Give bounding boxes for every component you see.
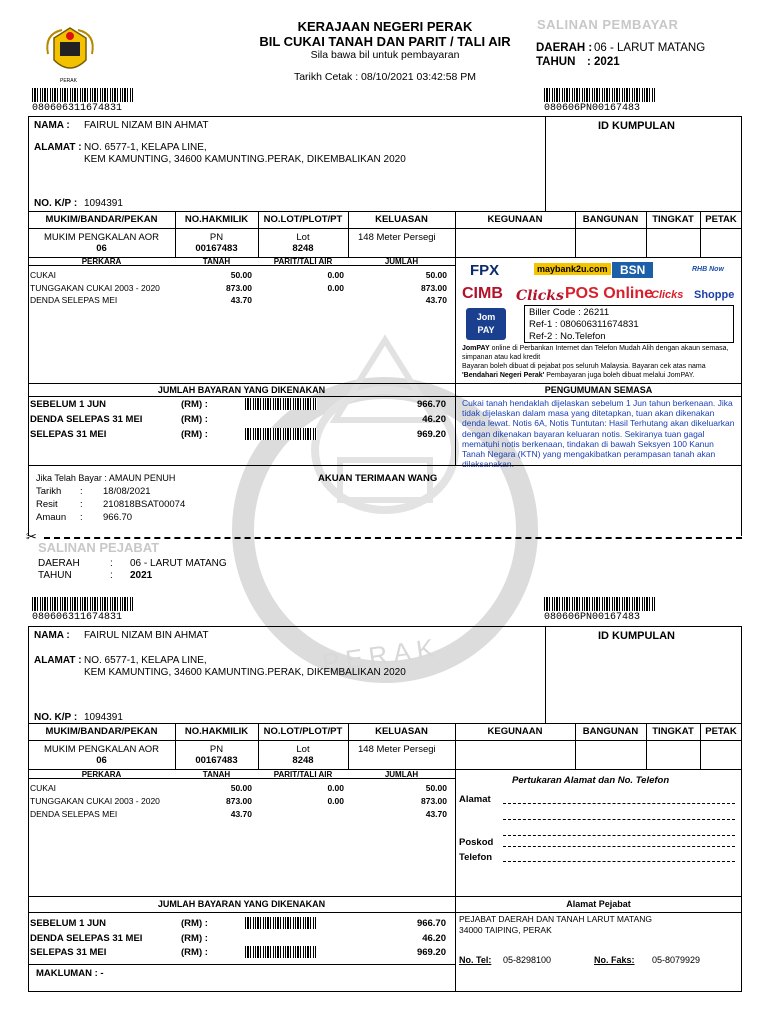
alamat-line-2[interactable] xyxy=(503,819,735,820)
telefon-line[interactable] xyxy=(503,861,735,862)
office-total-amount-3: 969.20 xyxy=(416,947,446,958)
payment-note-c: Pembayaran juga boleh dibuat melalui JomPAY. xyxy=(544,371,695,379)
jompay-note-bold: JomPAY xyxy=(462,345,490,352)
col-tingkat: TINGKAT xyxy=(652,214,694,225)
office-tahun-value: 2021 xyxy=(130,570,153,581)
charge-jumlah-1: 50.00 xyxy=(425,270,447,280)
total-barcode-3 xyxy=(245,428,317,440)
nama-label: NAMA : xyxy=(34,120,70,131)
office-tahun-colon: : xyxy=(110,570,113,581)
office-tel-value: 05-8298100 xyxy=(503,955,552,965)
header-bill-title: BIL CUKAI TANAH DAN PARIT / TALI AIR xyxy=(259,34,511,49)
receipt-amaun-colon: : xyxy=(80,512,83,523)
payment-note-b: 'Bendahari Negeri Perak' xyxy=(462,371,545,379)
receipt-resit-label: Resit xyxy=(36,499,58,510)
charge-item-1: CUKAI xyxy=(30,270,56,280)
barcode-left-number: 080606311674831 xyxy=(32,103,123,114)
col-mukim: MUKIM/BANDAR/PEKAN xyxy=(45,214,158,225)
barcode-right-number: 080606PN00167483 xyxy=(544,103,641,114)
office-tahun-label: TAHUN xyxy=(38,570,72,581)
shoppe-logo: Shoppe xyxy=(694,289,735,301)
receipt-tarikh-value: 18/08/2021 xyxy=(103,486,151,497)
office-charge-tanah-3: 43.70 xyxy=(230,809,252,819)
total-rm-3: (RM) : xyxy=(181,429,208,440)
total-label-3: SELEPAS 31 MEI xyxy=(30,429,107,440)
office-mukim-code: 06 xyxy=(96,755,107,766)
col-keluasan: KELUASAN xyxy=(375,214,428,225)
office-total-amount-1: 966.70 xyxy=(416,918,446,929)
lot-no: 8248 xyxy=(292,243,314,254)
office-nama-value: FAIRUL NIZAM BIN AHMAT xyxy=(84,630,209,641)
office-kp-value: 1094391 xyxy=(84,712,123,723)
akuan-label: AKUAN TERIMAAN WANG xyxy=(318,473,438,484)
col-kegunaan: KEGUNAAN xyxy=(487,214,543,225)
office-fax-label: No. Faks: xyxy=(594,955,635,965)
print-date: Tarikh Cetak : 08/10/2021 03:42:58 PM xyxy=(293,71,477,83)
receipt-title: Jika Telah Bayar : AMAUN PENUH xyxy=(36,473,176,483)
office-col-hakmilik: NO.HAKMILIK xyxy=(184,726,249,737)
office-daerah-value: 06 - LARUT MATANG xyxy=(130,558,227,569)
office-total-label-2: DENDA SELEPAS 31 MEI xyxy=(30,933,143,944)
office-mukim-value: MUKIM PENGKALAN AOR xyxy=(43,744,160,755)
office-daerah-label: DAERAH xyxy=(38,558,80,569)
change-alamat-label: Alamat xyxy=(459,794,491,805)
tahun-label: TAHUN xyxy=(536,56,576,68)
daerah-label: DAERAH : xyxy=(536,42,593,54)
receipt-tarikh-label: Tarikh xyxy=(36,486,62,497)
office-id-kumpulan: ID KUMPULAN xyxy=(598,630,675,642)
receipt-resit-value: 210818BSAT00074 xyxy=(103,499,186,510)
office-barcode-right-number: 080606PN00167483 xyxy=(544,612,641,623)
total-amount-3: 969.20 xyxy=(416,429,446,440)
office-address-line2: 34000 TAIPING, PERAK xyxy=(459,925,552,935)
jompay-logo xyxy=(466,308,506,340)
office-charge-parit-1: 0.00 xyxy=(327,783,344,793)
col-petak: PETAK xyxy=(705,214,737,225)
payment-note-a: Bayaran boleh dibuat di pejabat pos seluruh Malaysia. Bayaran cek atas nama xyxy=(462,363,706,370)
daerah-value: 06 - LARUT MATANG xyxy=(594,42,706,54)
alamat-label: ALAMAT : xyxy=(34,142,82,153)
office-col-mukim: MUKIM/BANDAR/PEKAN xyxy=(45,726,158,737)
office-alamat-line1: NO. 6577-1, KELAPA LINE, xyxy=(84,655,207,666)
notice-text: Cukai tanah hendaklah dijelaskan sebelum 1 Jun tahun berkenaan. Jika tidak dijelaskan dalam masa yang ditetapkan, tuan akan dikenakan denda lewat. Notis 6A, Notis Tuntutan: Hasil Terhutang akan dikeluarkan dengan dikenakan bayaran keluaran notis. Sekiranya tuan gagal mematuhi notis berkenaan, tindakan di bawah Seksyen 100 Kanun Tanah Negara (KTN) yang mengakibatkan perampasan tanah akan dilaksanakan. xyxy=(462,398,735,470)
office-address-line1: PEJABAT DAERAH DAN TANAH LARUT MATANG xyxy=(459,914,653,924)
pos-online-logo: POS Online xyxy=(565,285,654,302)
total-rm-2: (RM) : xyxy=(181,414,208,425)
tahun-value: : 2021 xyxy=(587,56,620,68)
ref1: Ref-1 : 080606311674831 xyxy=(529,319,639,330)
perak-crest-logo xyxy=(40,24,100,86)
office-daerah-colon: : xyxy=(110,558,113,569)
header-government: KERAJAAN NEGERI PERAK xyxy=(297,19,473,34)
office-lot-no: 8248 xyxy=(292,755,314,766)
jompay-note xyxy=(462,345,738,362)
cimb-logo: CIMB xyxy=(462,285,503,302)
id-kumpulan-label: ID KUMPULAN xyxy=(598,120,675,132)
header-instruction: Sila bawa bil untuk pembayaran xyxy=(310,49,460,61)
alamat-line-1[interactable] xyxy=(503,803,735,804)
nama-value: FAIRUL NIZAM BIN AHMAT xyxy=(84,120,209,131)
office-alamat-label: ALAMAT : xyxy=(34,655,82,666)
charge-parit-1: 0.00 xyxy=(327,270,344,280)
charge-tanah-1: 50.00 xyxy=(230,270,252,280)
cimb-clicks-logo: Clicks xyxy=(516,288,564,304)
office-total-rm-2: (RM) : xyxy=(181,933,208,944)
payment-note xyxy=(462,363,738,380)
poskod-line[interactable] xyxy=(503,846,735,847)
makluman-label: MAKLUMAN : - xyxy=(36,968,104,979)
total-amount-2: 46.20 xyxy=(422,414,446,425)
office-alamat-line2: KEM KAMUNTING, 34600 KAMUNTING.PERAK, DIKEMBALIKAN 2020 xyxy=(84,667,406,678)
pos-clicks-logo: Clicks xyxy=(651,289,684,301)
office-col-petak: PETAK xyxy=(705,726,737,737)
charge-item-2: TUNGGAKAN CUKAI 2003 - 2020 xyxy=(30,283,160,293)
office-charge-tanah-1: 50.00 xyxy=(230,783,252,793)
alamat-line-3[interactable] xyxy=(503,835,735,836)
change-telefon-label: Telefon xyxy=(459,852,493,863)
office-charge-parit-2: 0.00 xyxy=(327,796,344,806)
maybank-logo: maybank2u.com xyxy=(534,263,611,275)
office-col-kegunaan: KEGUNAAN xyxy=(487,726,543,737)
notice-title: PENGUMUMAN SEMASA xyxy=(544,385,653,395)
charge-tanah-3: 43.70 xyxy=(230,295,252,305)
office-charge-tanah-2: 873.00 xyxy=(226,796,252,806)
office-total-rm-3: (RM) : xyxy=(181,947,208,958)
col-bangunan: BANGUNAN xyxy=(582,214,639,225)
office-charges-head-parit: PARIT/TALI AIR xyxy=(273,770,333,779)
receipt-resit-colon: : xyxy=(80,499,83,510)
crest-label: PERAK xyxy=(60,78,77,84)
office-charges-head-jumlah: JUMLAH xyxy=(384,770,419,779)
office-charges-head-perkara: PERKARA xyxy=(81,770,122,779)
office-hakmilik-no: 00167483 xyxy=(195,755,238,766)
jumlah-title: JUMLAH BAYARAN YANG DIKENAKAN xyxy=(157,385,326,395)
charges-head-perkara: PERKARA xyxy=(81,257,122,266)
alamat-line2: KEM KAMUNTING, 34600 KAMUNTING.PERAK, DIKEMBALIKAN 2020 xyxy=(84,154,406,165)
barcode-left xyxy=(32,88,134,102)
biller-code: Biller Code : 26211 xyxy=(529,307,610,318)
kp-value: 1094391 xyxy=(84,198,123,209)
total-label-2: DENDA SELEPAS 31 MEI xyxy=(30,414,143,425)
watermark-text: PERAK xyxy=(320,631,442,679)
office-charges-head-tanah: TANAH xyxy=(202,770,231,779)
office-barcode-right xyxy=(544,597,656,611)
office-charge-item-3: DENDA SELEPAS MEI xyxy=(30,809,118,819)
total-rm-1: (RM) : xyxy=(181,399,208,410)
office-jumlah-title: JUMLAH BAYARAN YANG DIKENAKAN xyxy=(157,899,326,909)
col-hakmilik: NO.HAKMILIK xyxy=(184,214,249,225)
office-total-label-3: SELEPAS 31 MEI xyxy=(30,947,107,958)
office-col-bangunan: BANGUNAN xyxy=(582,726,639,737)
hakmilik-type: PN xyxy=(209,232,224,243)
receipt-tarikh-colon: : xyxy=(80,486,83,497)
jompay-note-text: online di Perbankan Internet dan Telefon Mudah Alih dengan akaun semasa, simpanan atau kad kredit xyxy=(462,345,729,361)
office-charge-jumlah-3: 43.70 xyxy=(425,809,447,819)
barcode-right xyxy=(544,88,656,102)
jompay-logo-top: Jom xyxy=(476,312,496,322)
office-nama-label: NAMA : xyxy=(34,630,70,641)
charges-head-tanah: TANAH xyxy=(202,257,231,266)
receipt-amaun-label: Amaun xyxy=(36,512,67,523)
rhb-logo: RHB Now xyxy=(692,266,724,273)
office-hakmilik-type: PN xyxy=(209,744,224,755)
total-label-1: SEBELUM 1 JUN xyxy=(30,399,107,410)
copy-label-office: SALINAN PEJABAT xyxy=(38,540,160,555)
change-address-title: Pertukaran Alamat dan No. Telefon xyxy=(512,775,670,786)
total-amount-1: 966.70 xyxy=(416,399,446,410)
office-total-amount-2: 46.20 xyxy=(422,933,446,944)
office-total-barcode-3 xyxy=(245,946,317,958)
change-poskod-label: Poskod xyxy=(459,837,494,848)
office-charge-jumlah-2: 873.00 xyxy=(421,796,447,806)
hakmilik-no: 00167483 xyxy=(195,243,238,254)
office-barcode-left-number: 080606311674831 xyxy=(32,612,123,623)
col-lot: NO.LOT/PLOT/PT xyxy=(263,214,343,225)
lot-type: Lot xyxy=(296,232,310,243)
office-barcode-left xyxy=(32,597,134,611)
office-col-lot: NO.LOT/PLOT/PT xyxy=(263,726,343,737)
office-charge-jumlah-1: 50.00 xyxy=(425,783,447,793)
total-barcode-1 xyxy=(245,398,317,410)
office-col-tingkat: TINGKAT xyxy=(652,726,694,737)
charge-item-3: DENDA SELEPAS MEI xyxy=(30,295,118,305)
office-total-rm-1: (RM) : xyxy=(181,918,208,929)
office-kp-label: NO. K/P : xyxy=(34,712,78,723)
charge-parit-2: 0.00 xyxy=(327,283,344,293)
office-keluasan-value: 148 Meter Persegi xyxy=(358,744,436,755)
receipt-amaun-value: 966.70 xyxy=(103,512,133,523)
office-total-barcode-1 xyxy=(245,917,317,929)
charge-tanah-2: 873.00 xyxy=(226,283,252,293)
jompay-logo-bottom: PAY xyxy=(477,325,495,335)
office-charge-item-2: TUNGGAKAN CUKAI 2003 - 2020 xyxy=(30,796,160,806)
charge-jumlah-3: 43.70 xyxy=(425,295,447,305)
office-charge-item-1: CUKAI xyxy=(30,783,56,793)
copy-label-payer: SALINAN PEMBAYAR xyxy=(537,17,679,32)
mukim-code: 06 xyxy=(96,243,107,254)
charges-head-jumlah: JUMLAH xyxy=(384,257,419,266)
bsn-logo: BSN xyxy=(612,262,653,278)
mukim-value: MUKIM PENGKALAN AOR xyxy=(43,232,160,243)
scissors-icon: ✂ xyxy=(26,529,37,544)
office-tel-label: No. Tel: xyxy=(459,955,492,965)
office-col-keluasan: KELUASAN xyxy=(375,726,428,737)
charge-jumlah-2: 873.00 xyxy=(421,283,447,293)
office-address-title: Alamat Pejabat xyxy=(566,899,631,909)
office-fax-value: 05-8079929 xyxy=(652,955,701,965)
cut-line xyxy=(44,537,742,539)
charges-head-parit: PARIT/TALI AIR xyxy=(273,257,333,266)
alamat-line1: NO. 6577-1, KELAPA LINE, xyxy=(84,142,207,153)
fpx-logo: FPX xyxy=(470,262,500,279)
kp-label: NO. K/P : xyxy=(34,198,78,209)
office-lot-type: Lot xyxy=(296,744,310,755)
office-total-label-1: SEBELUM 1 JUN xyxy=(30,918,107,929)
keluasan-value: 148 Meter Persegi xyxy=(358,232,436,243)
ref2: Ref-2 : No.Telefon xyxy=(529,331,606,342)
